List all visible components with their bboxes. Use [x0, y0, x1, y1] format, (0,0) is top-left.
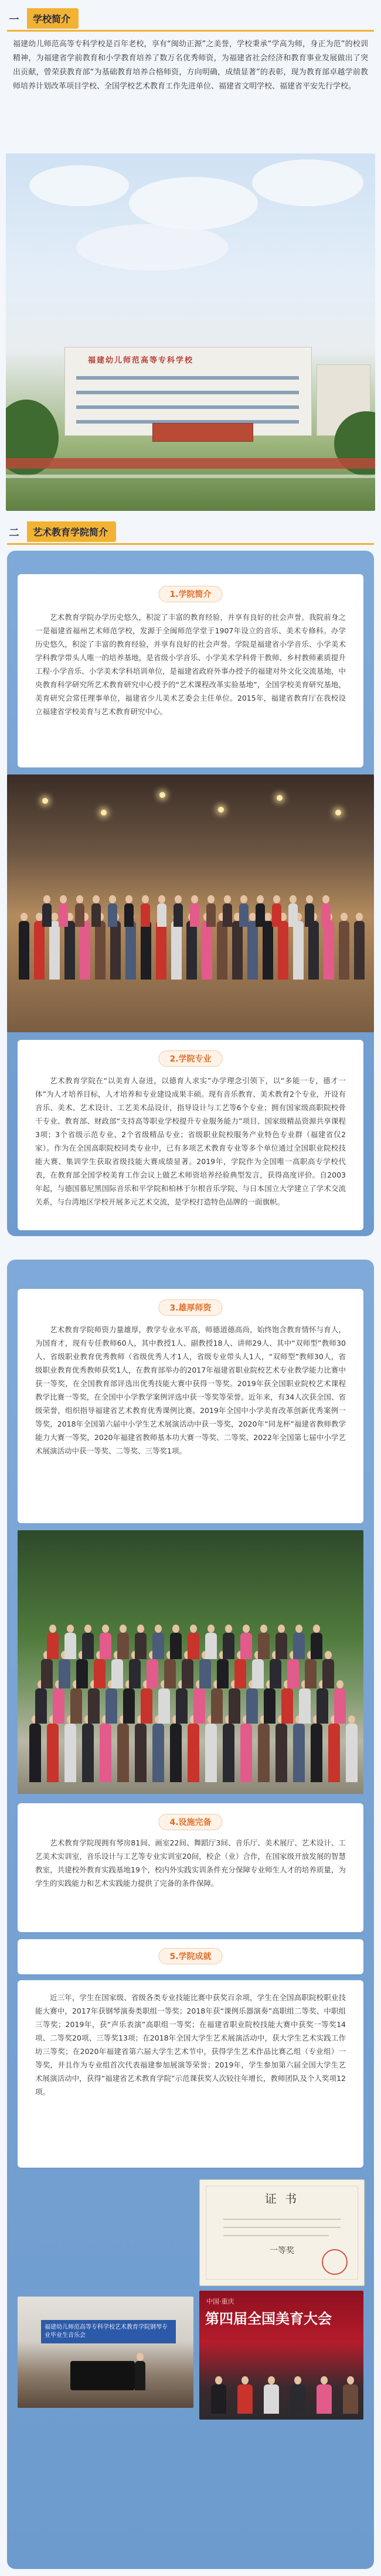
person-figure — [76, 1659, 88, 1688]
person-figure — [199, 1659, 211, 1688]
person-figure — [19, 921, 29, 980]
person-head — [294, 2376, 301, 2384]
person-figure — [80, 921, 90, 980]
person-figure — [234, 1659, 246, 1688]
arts-conference-photo — [199, 2291, 363, 2420]
card-college-intro — [18, 574, 363, 767]
person-figure — [141, 903, 150, 927]
person-head — [268, 2376, 275, 2384]
section-number: 二 — [9, 527, 19, 539]
person-head — [321, 2376, 328, 2384]
person-figure — [59, 903, 68, 927]
card-title: 2.学院专业 — [158, 1050, 222, 1067]
person-figure — [190, 903, 199, 927]
person-figure — [232, 921, 243, 980]
person-head — [215, 2376, 222, 2384]
card-text: 艺术教育学院办学历史悠久，积淀了丰富的教育经验，并享有良好的社会声誉。我院前身之一是福建省福州艺术师范学校，发源于全闽师范学堂于1907年设立的音乐、美术专修科。办学历史悠久，积淀了丰富的教育经验，并享有良好的社会声誉。学院是福建省小学音乐、小学美术学科教学带头人唯一的培养基地，是省级小学音乐、小学美术学科骨干教师、乡村教师素质提升工程·小学音乐、小学美术学科培训单位，是福建省政府外事办授予的福建对外文化交流基地，中央教育科学研究所艺术教育研究中心授予的“艺术课程改革实验基地”，全国学校美育研究基地，美育研究会常任理事单位，福建省少儿美术艺委会主任单位。2015年，福建省教育厅在我校设立福建省学校美育与艺术教育研究中心。 — [35, 613, 346, 716]
person-figure — [311, 1724, 322, 1782]
person-head — [137, 1625, 144, 1633]
person-figure — [147, 1659, 158, 1688]
faculty-group-photo — [18, 1530, 363, 1794]
person-figure — [211, 1688, 223, 1724]
person-head — [207, 1625, 215, 1633]
person-head — [356, 913, 363, 921]
card-title: 3.雄厚师资 — [158, 1299, 222, 1316]
person-figure — [141, 921, 151, 980]
person-head — [125, 895, 132, 903]
recital-screen — [41, 2320, 176, 2343]
person-figure — [108, 903, 117, 927]
person-figure — [141, 1688, 152, 1724]
person-figure — [47, 1724, 59, 1782]
person-figure — [94, 1659, 106, 1688]
person-figure — [270, 1659, 281, 1688]
person-figure — [237, 2384, 253, 2414]
person-figure — [53, 1688, 64, 1724]
person-figure — [117, 1724, 129, 1782]
person-head — [243, 1625, 250, 1633]
person-head — [295, 1625, 302, 1633]
person-figure — [293, 1724, 305, 1782]
person-figure — [170, 1633, 182, 1659]
person-figure — [111, 1659, 123, 1688]
person-figure — [125, 921, 136, 980]
person-head — [60, 895, 67, 903]
banner-headline: 第四届全国美育大会 — [205, 2310, 332, 2327]
certificate-title: 证 书 — [264, 2192, 300, 2206]
card-facilities — [18, 1803, 363, 1932]
person-figure — [223, 1724, 234, 1782]
person-figure — [354, 921, 365, 980]
person-figure — [324, 921, 334, 980]
person-figure — [317, 2384, 332, 2414]
person-figure — [82, 1724, 94, 1782]
person-figure — [322, 1659, 334, 1688]
card-programs — [18, 1040, 363, 1230]
person-figure — [75, 903, 84, 927]
person-head — [175, 895, 182, 903]
person-figure — [229, 1688, 240, 1724]
section-divider — [7, 30, 374, 32]
person-figure — [88, 1688, 100, 1724]
person-figure — [156, 921, 166, 980]
person-figure — [343, 2384, 358, 2414]
person-head — [142, 895, 149, 903]
person-figure — [176, 1688, 188, 1724]
person-figure — [321, 903, 331, 927]
person-head — [241, 2376, 249, 2384]
person-head — [273, 895, 280, 903]
person-figure — [288, 903, 298, 927]
person-figure — [124, 903, 134, 927]
person-figure — [205, 1724, 217, 1782]
person-figure — [223, 1633, 234, 1659]
person-figure — [252, 1659, 264, 1688]
person-figure — [293, 1633, 305, 1659]
person-figure — [281, 1688, 293, 1724]
person-figure — [174, 903, 183, 927]
person-figure — [91, 903, 101, 927]
person-figure — [100, 1724, 111, 1782]
person-head — [191, 895, 198, 903]
person-figure — [29, 1724, 41, 1782]
person-figure — [123, 1688, 135, 1724]
person-figure — [240, 1724, 252, 1782]
person-figure — [275, 1633, 287, 1659]
faculty-stage-photo — [7, 774, 374, 1032]
person-figure — [258, 1633, 270, 1659]
person-head — [109, 895, 116, 903]
person-head — [278, 1625, 285, 1633]
person-head — [325, 1651, 332, 1659]
person-figure — [240, 1633, 252, 1659]
person-figure — [164, 1659, 176, 1688]
person-figure — [64, 1724, 76, 1782]
person-figure — [100, 1633, 111, 1659]
person-head — [336, 1680, 343, 1688]
person-figure — [158, 1688, 170, 1724]
person-figure — [275, 1724, 287, 1782]
card-title: 5.学院成就 — [158, 1948, 222, 1964]
person-figure — [239, 903, 249, 927]
person-figure — [264, 1688, 275, 1724]
section-number: 一 — [9, 13, 19, 26]
section-title: 艺术教育学院简介 — [27, 521, 116, 542]
person-figure — [311, 1633, 322, 1659]
person-figure — [256, 903, 265, 927]
person-figure — [211, 2384, 226, 2414]
person-figure — [41, 1659, 53, 1688]
person-figure — [346, 1724, 358, 1782]
person-head — [347, 2376, 354, 2384]
recital-screen-text: 福建幼儿师范高等专科学校艺术教育学院钢琴专业毕业生音乐会 — [45, 2324, 168, 2339]
person-figure — [247, 921, 258, 980]
person-head — [158, 895, 165, 903]
person-figure — [152, 1633, 164, 1659]
person-figure — [290, 2384, 305, 2414]
person-head — [102, 1625, 109, 1633]
card-text: 艺术教育学院在“以美育人奋进，以德育人求实”办学理念引领下，以“多能一专，德才一体”为人才培养目标，人才培养和专业建设成果丰硕。现有音乐教育、美术教育2个专业，开设有音乐、美术、艺术设计、工艺美术品设计，指导设计与工艺等6个专业；拥有国家级高职院校骨干专业、教育部、财政部“支持高等职业学校提升专业服务能力”项目、国家级精品资源共享课程3项；3个省级示范专业、2个省级精品专业；省级职业院校服务产业特色专业群（福建省仅2家）。作为在全国高职院校同类专业中，已有多项艺术教育专业等多个单位通过全国职业院校技能大赛、集训学生获取省级技能大赛成绩显著。2019年，学院作为全国唯一高职高专学校代表，在教育部全国学校美育工作会议上做艺术师资培养经验典型发言，获得高度评价。自2003年起，与德国慕尼黑国际音乐和平学院和柏林于尔根音乐学院、与日本国立大学建立了学术交流关系，与台湾地区学校开展多元艺术交流，是学校打造特色品牌的一面旗帜。 — [35, 1076, 346, 1206]
person-head — [240, 895, 247, 903]
person-figure — [59, 1659, 70, 1688]
person-figure — [186, 921, 197, 980]
person-head — [51, 913, 58, 921]
section-divider — [7, 543, 374, 545]
card-achievements — [18, 1980, 363, 2168]
person-figure — [171, 921, 182, 980]
card-text: 近三年，学生在国家级、省级各类专业技能比赛中获奖百余项，学生在全国高职院校职业技能大赛中，2017年获钢琴演奏类职组一等奖；2018年获“课例乐器演奏”高职组二等奖、中职组三等奖；2019年，获“声乐表演”高职组一等奖；在福建省职业院校技能大赛中获奖一等奖14项、二等奖20项、三等奖13项；在2018年全国大学生艺术展演活动中，获大学生艺术实践工作坊三等奖；在2020年福建省第六届大学生艺术节中，获得学生艺术作品比赛乙组（专业组）一等奖，并且作为专业组首次代表福建参加展演等荣誉；2019年，学生参加第六届全国大学生艺术展演活动中，获得“福建省艺术教育学院”示范课获奖人次较往年增长，教师团队及个人奖项12项。 — [35, 1993, 346, 2096]
person-figure — [328, 1724, 340, 1782]
award-certificate-photo — [199, 2179, 365, 2286]
card-title: 4.设施完备 — [158, 1814, 222, 1830]
person-figure — [317, 1688, 328, 1724]
person-figure — [193, 1688, 205, 1724]
person-figure — [64, 1633, 76, 1659]
person-figure — [299, 1688, 311, 1724]
person-head — [84, 1625, 91, 1633]
person-figure — [202, 921, 212, 980]
person-figure — [106, 1688, 117, 1724]
person-head — [290, 895, 297, 903]
person-head — [76, 895, 83, 903]
person-figure — [152, 1724, 164, 1782]
person-figure — [129, 1659, 141, 1688]
person-figure — [135, 1724, 147, 1782]
person-figure — [287, 1659, 299, 1688]
section-header-art-college — [0, 520, 381, 543]
person-head — [348, 1715, 355, 1724]
banner-caption: 中国·重庆 — [206, 2298, 234, 2305]
person-head — [49, 1625, 56, 1633]
person-head — [257, 895, 264, 903]
person-figure — [157, 903, 166, 927]
person-figure — [64, 921, 75, 980]
person-head — [313, 1625, 320, 1633]
person-figure — [305, 903, 314, 927]
card-title: 1.学院简介 — [158, 586, 222, 602]
campus-sign: 福建幼儿师范高等专科学校 — [88, 356, 194, 365]
person-figure — [278, 921, 288, 980]
person-head — [224, 895, 231, 903]
person-figure — [293, 921, 304, 980]
section-header-school-intro — [0, 7, 381, 29]
person-figure — [217, 921, 227, 980]
person-figure — [34, 921, 45, 980]
person-figure — [263, 921, 273, 980]
person-head — [120, 1625, 127, 1633]
person-figure — [188, 1633, 199, 1659]
card-faculty — [18, 1289, 363, 1523]
person-head — [264, 913, 271, 921]
person-figure — [258, 1724, 270, 1782]
person-figure — [339, 921, 349, 980]
certificate-level: 一等奖 — [270, 2246, 294, 2256]
person-head — [260, 1625, 267, 1633]
person-figure — [49, 921, 60, 980]
person-figure — [305, 1659, 317, 1688]
person-figure — [42, 903, 52, 927]
person-figure — [182, 1659, 193, 1688]
person-figure — [264, 2384, 279, 2414]
person-figure — [246, 1688, 258, 1724]
person-figure — [170, 1724, 182, 1782]
card-text: 艺术教育学院现拥有琴房81间、画室22间、舞蹈厅3间、音乐厅、美术展厅、艺术设计、工艺美术实训室，音乐设计与工艺等专业实训室20间，校企（业）合作，在国家级开放发展的智慧教室，共建校外教育实践基地19个，校内外实践实训条件充分保障专业师生人才的培养质量，为学生的实践能力和艺术实践能力提供了完备的条件保障。 — [35, 1838, 346, 1888]
person-figure — [206, 903, 216, 927]
person-figure — [110, 921, 121, 980]
seal-icon — [322, 2249, 348, 2275]
person-figure — [272, 903, 281, 927]
section-title: 学校简介 — [27, 8, 79, 29]
person-head — [225, 1625, 232, 1633]
person-head — [341, 913, 348, 921]
person-figure — [70, 1688, 82, 1724]
person-figure — [223, 903, 232, 927]
person-figure — [217, 1659, 229, 1688]
person-figure — [334, 1688, 346, 1724]
person-head — [21, 913, 28, 921]
person-head — [67, 1625, 74, 1633]
person-figure — [35, 1688, 47, 1724]
person-figure — [95, 921, 106, 980]
campus-photo — [6, 153, 375, 511]
person-head — [207, 895, 215, 903]
person-figure — [308, 921, 319, 980]
card-achievements-title — [18, 1939, 363, 1974]
person-head — [43, 895, 50, 903]
person-figure — [135, 1633, 147, 1659]
person-head — [172, 1625, 179, 1633]
person-figure — [188, 1724, 199, 1782]
person-head — [306, 895, 313, 903]
person-head — [190, 1625, 197, 1633]
school-intro-text: 福建幼儿师范高等专科学校是百年老校，享有“闽幼正源”之美誉，学校秉承“学高为师，身正为范”的校训精神，为福建省学前教育和小学教育培养了数万名优秀师资，为福建省社会经济和教育事业发展做出了突出贡献，曾荣获教育部“为基础教育培养合格师资，方向明确，成绩显著”的表彰，现为教育部卓越学前教师培养计划改革项目学校、全国学校艺术教育工作先进单位、福建省文明学校、福建省平安先行学校。 — [13, 40, 368, 91]
card-text: 艺术教育学院师资力量雄厚，教学专业水平高，师德道德高尚，始终饱含教育情怀与育人，为国育才，现有专任教师60人，其中教授1人、副教授18人、讲师29人、其中“双师型”教师30人、省级职业教育优秀教师（省级优秀人才1人，省级专业带头人1人，“双师型”教师30人，省级职业教育优秀教师获奖1人，在教育部举办的2017年福建省职业院校艺术专业教学能力比赛中获一等奖，在全国教育部评选出优秀技能大赛中获得一等奖。2019年获全国职业院校艺术课程教学比赛一等奖，在全国中小学教学案例评选中获一等奖等荣誉。近年来，有34人次获全国、省级荣誉，组织指导福建省艺术教育优秀课例比赛。2019年全国中小学美育改革创新优秀案例一等奖，2018年全国第六届中小学生艺术展演活动中获一等奖，2020年“同龙杯”福建省教师教学能力大赛一等奖，2020年福建省教师基本功大赛一等奖、二等奖、2022年全国第七届中小学艺术展演活动中获一等奖、二等奖、三等奖1项。 — [35, 1325, 346, 1455]
person-figure — [117, 1633, 129, 1659]
person-figure — [205, 1633, 217, 1659]
piano-recital-photo — [18, 2297, 193, 2408]
person-head — [322, 895, 329, 903]
piano-icon — [70, 2361, 135, 2390]
person-head — [155, 1625, 162, 1633]
person-figure — [82, 1633, 94, 1659]
person-head — [93, 895, 100, 903]
person-figure — [47, 1633, 59, 1659]
